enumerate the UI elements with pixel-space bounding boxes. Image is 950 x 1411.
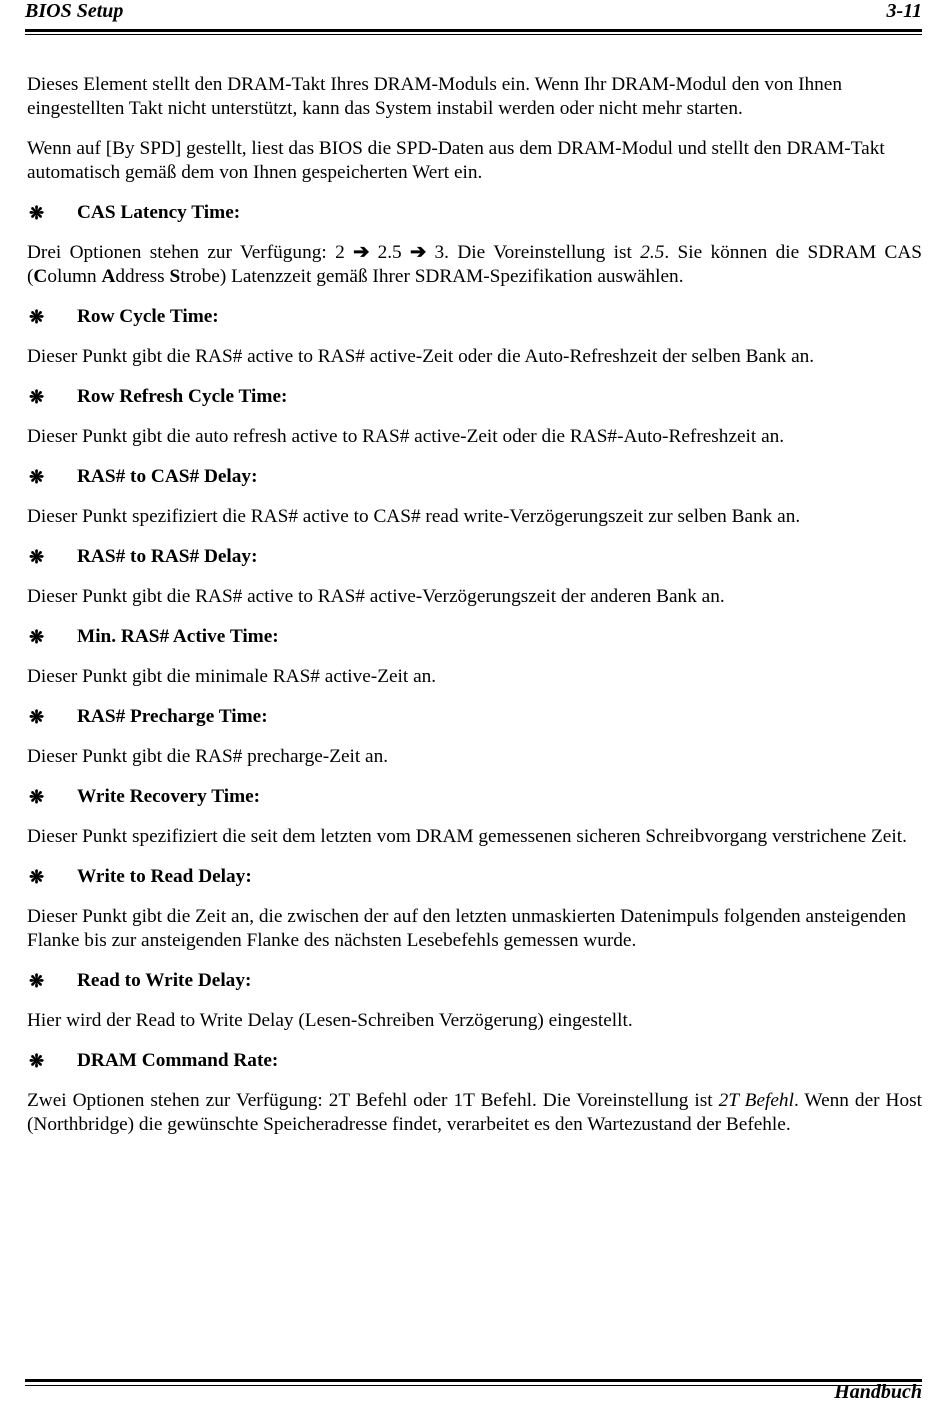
- section-title: Row Refresh Cycle Time:: [77, 386, 288, 407]
- bullet-icon: ❋: [29, 307, 45, 327]
- section-title: Min. RAS# Active Time:: [77, 626, 279, 647]
- header-rule-thin: [25, 34, 922, 35]
- intro-paragraph-1: Dieses Element stellt den DRAM-Takt Ihres DRAM-Moduls ein. Wenn Ihr DRAM-Modul den von Ihnen eingestellten Takt nicht unterstützt, kann das System instabil werden oder nicht mehr starten.: [27, 74, 843, 119]
- section-text: Dieser Punkt spezifiziert die RAS# active to CAS# read write-Verzögerungszeit zur selben Bank an.: [27, 506, 801, 527]
- section-text: Dieser Punkt gibt die RAS# active to RAS# active-Verzögerungszeit der anderen Bank an.: [27, 586, 725, 607]
- section-title: RAS# Precharge Time:: [77, 706, 268, 727]
- section-text: Dieser Punkt gibt die minimale RAS# active-Zeit an.: [27, 666, 437, 687]
- section-text: Dieser Punkt gibt die auto refresh active to RAS# active-Zeit oder die RAS#-Auto-Refreshzeit an.: [27, 426, 785, 447]
- header-rule: [25, 29, 922, 32]
- section-text: Dieser Punkt gibt die Zeit an, die zwischen der auf den letzten unmaskierten Datenimpuls folgenden ansteigenden Flanke bis zur ansteigenden Flanke des nächsten Lesebefehls gemessen wurde.: [27, 906, 907, 951]
- section-text: Dieser Punkt gibt die RAS# active to RAS# active-Zeit oder die Auto-Refreshzeit der selben Bank an.: [27, 346, 815, 367]
- section-heading: [27, 465, 922, 489]
- section-heading-cas: [27, 201, 922, 225]
- bullet-icon: ❋: [29, 627, 45, 647]
- section-title: Write to Read Delay:: [77, 866, 252, 887]
- section-heading: [27, 865, 922, 889]
- section-heading: [27, 545, 922, 569]
- page-footer: [25, 1371, 922, 1411]
- bullet-icon: ❋: [29, 707, 45, 727]
- section-heading: [27, 305, 922, 329]
- bullet-icon: ❋: [29, 867, 45, 887]
- arrow-right-icon: ➔: [410, 242, 427, 263]
- bullet-icon: ❋: [29, 203, 45, 223]
- intro-paragraph-2: Wenn auf [By SPD] gestellt, liest das BIOS die SPD-Daten aus dem DRAM-Modul und stellt den DRAM-Takt automatisch gemäß dem von Ihnen gespeicherten Wert ein.: [27, 138, 885, 183]
- footer-label: Handbuch: [834, 1381, 922, 1403]
- bullet-icon: ❋: [29, 787, 45, 807]
- command-rate-paragraph: Zwei Optionen stehen zur Verfügung: 2T Befehl oder 1T Befehl. Die Voreinstellung ist 2T Befehl. Wenn der Host (Northbridge) die gewünschte Speicheradresse findet, verarbeitet es den Wartezustand der Befehle.: [27, 1090, 922, 1135]
- default-value: 2.5: [640, 242, 665, 263]
- section-heading-command-rate: [27, 1049, 922, 1073]
- section-heading: [27, 969, 922, 993]
- page-header: [25, 0, 922, 38]
- default-value: 2T Befehl: [718, 1090, 794, 1111]
- arrow-right-icon: ➔: [353, 242, 370, 263]
- section-title: DRAM Command Rate:: [77, 1050, 279, 1071]
- document-body: [27, 73, 922, 1153]
- section-title: Read to Write Delay:: [77, 970, 252, 991]
- bullet-icon: ❋: [29, 387, 45, 407]
- section-text: Dieser Punkt gibt die RAS# precharge-Zeit an.: [27, 746, 389, 767]
- section-heading: [27, 705, 922, 729]
- bullet-icon: ❋: [29, 1051, 45, 1071]
- cas-paragraph: Drei Optionen stehen zur Verfügung: 2 ➔ 2.5 ➔ 3. Die Voreinstellung ist 2.5. Sie können die SDRAM CAS (Column Address Strobe) Latenzzeit gemäß Ihrer SDRAM-Spezifikation auswählen.: [27, 242, 922, 287]
- bullet-icon: ❋: [29, 971, 45, 991]
- section-text: Dieser Punkt spezifiziert die seit dem letzten vom DRAM gemessenen sicheren Schreibvorgang verstrichene Zeit.: [27, 826, 907, 847]
- section-title: RAS# to RAS# Delay:: [77, 546, 258, 567]
- section-heading: [27, 385, 922, 409]
- header-title: BIOS Setup: [25, 0, 124, 22]
- section-title: CAS Latency Time:: [77, 202, 241, 223]
- section-title: Row Cycle Time:: [77, 306, 219, 327]
- section-title: Write Recovery Time:: [77, 786, 261, 807]
- section-heading: [27, 785, 922, 809]
- bullet-icon: ❋: [29, 547, 45, 567]
- page-number: 3-11: [886, 0, 922, 22]
- bullet-icon: ❋: [29, 467, 45, 487]
- section-title: RAS# to CAS# Delay:: [77, 466, 258, 487]
- section-heading: [27, 625, 922, 649]
- section-text: Hier wird der Read to Write Delay (Lesen-Schreiben Verzögerung) eingestellt.: [27, 1010, 633, 1031]
